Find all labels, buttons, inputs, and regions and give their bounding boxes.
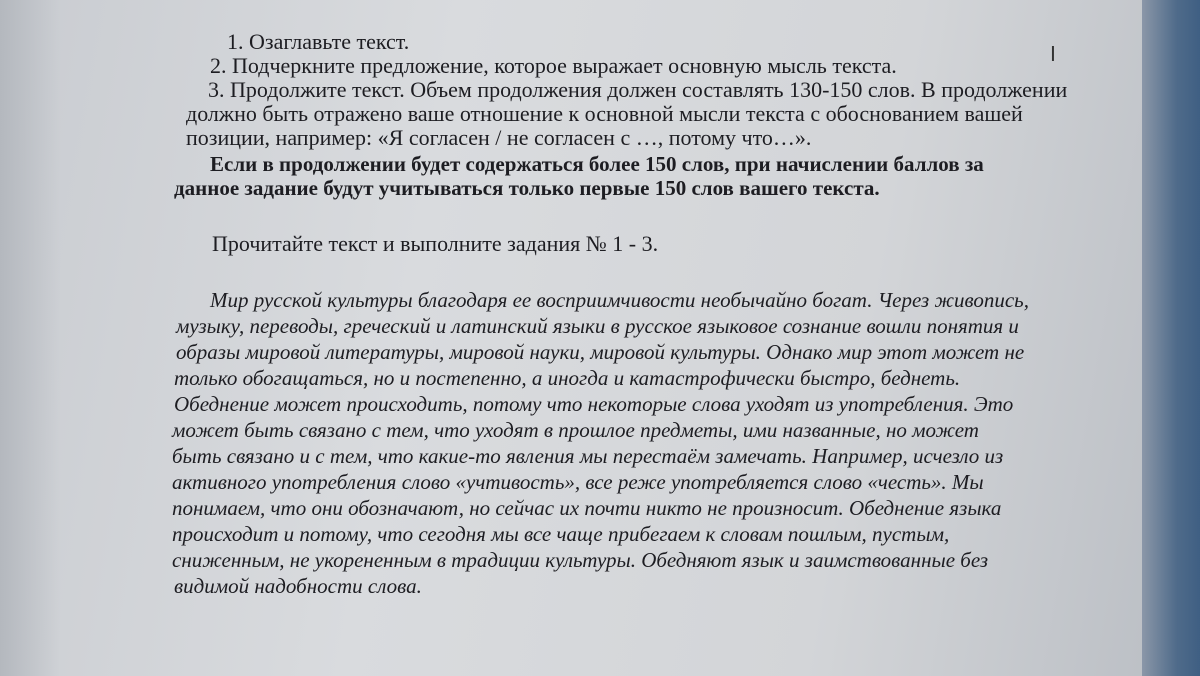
task-item-1: 1. Озаглавьте текст. [227,29,410,54]
passage-line: Обеднение может происходить, потому что некоторые слова уходят из употребления. Это [174,392,1014,416]
window-frame-edge [1142,0,1200,676]
task-item-3-line-2: должно быть отражено ваше отношение к основной мысли текста с обоснованием вашей [186,101,1023,126]
task-item-3-line-1: 3. Продолжите текст. Объем продолжения должен составлять 130-150 слов. В продолжении [208,77,1068,102]
note-line-1: Если в продолжении будет содержаться более 150 слов, при начислении баллов за [210,152,984,176]
passage-line: Мир русской культуры благодаря ее восприимчивости необычайно богат. Через живопись, [210,288,1029,312]
text-cursor-icon: I [1050,42,1056,66]
screen-edge-shade [0,0,60,676]
document-page[interactable] [150,0,1140,676]
task-item-3-line-3: позиции, например: «Я согласен / не согласен с …, потому что…». [186,125,812,150]
passage-line: только обогащаться, но и постепенно, а иногда и катастрофически быстро, беднеть. [174,366,961,390]
instruction: Прочитайте текст и выполните задания № 1 - 3. [212,231,659,256]
passage-line: активного употребления слово «учтивость», все реже употребляется слово «честь». Мы [172,470,984,494]
note-line-2: данное задание будут учитываться только первые 150 слов вашего текста. [174,176,880,200]
passage-line: быть связано и с тем, что какие-то явления мы перестаём замечать. Например, исчезло из [172,444,1004,468]
passage-line: видимой надобности слова. [174,574,422,598]
passage-line: понимаем, что они обозначают, но сейчас их почти никто не произносит. Обеднение языка [172,496,1002,520]
passage-line: может быть связано с тем, что уходят в прошлое предметы, ими названные, но может [172,418,979,442]
task-item-2: 2. Подчеркните предложение, которое выражает основную мысль текста. [210,53,897,78]
passage-line: происходит и потому, что сегодня мы все чаще прибегаем к словам пошлым, пустым, [172,522,950,546]
passage-line: сниженным, не укорененным в традиции культуры. Обедняют язык и заимствованные без [172,548,989,572]
passage-line: образы мировой литературы, мировой науки, мировой культуры. Однако мир этот может не [176,340,1025,364]
passage-line: музыку, переводы, греческий и латинский языки в русское языковое сознание вошли понятия и [176,314,1019,338]
